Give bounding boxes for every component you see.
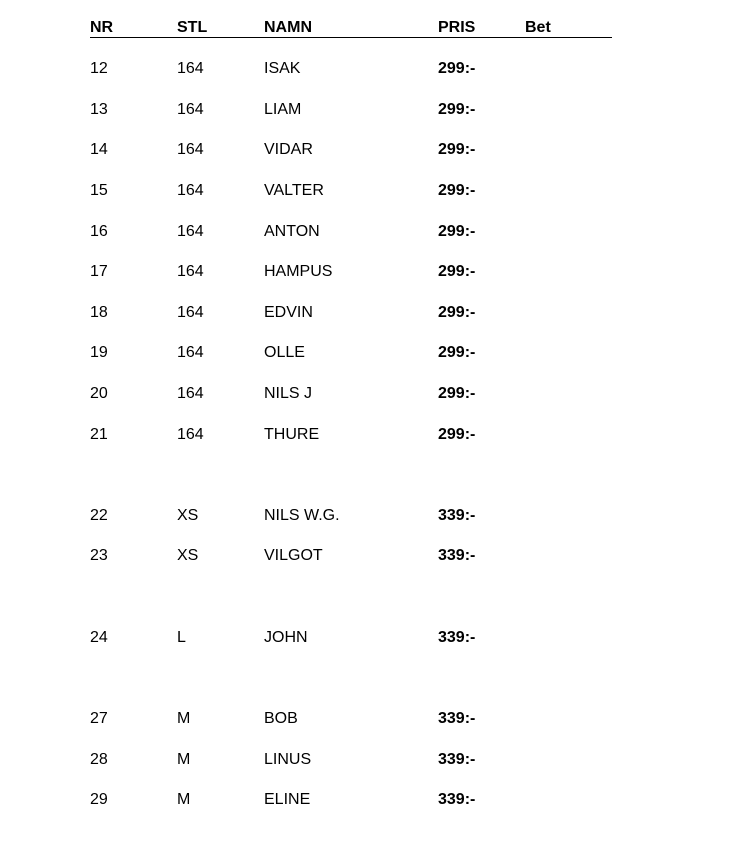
table-row	[90, 546, 612, 566]
cell-namn: VILGOT	[264, 547, 323, 564]
cell-namn: ISAK	[264, 60, 301, 77]
table-row	[90, 181, 612, 201]
cell-stl: 164	[177, 385, 204, 402]
cell-namn: JOHN	[264, 629, 308, 646]
table-row	[90, 140, 612, 160]
table-row	[90, 506, 612, 526]
cell-pris: 299:-	[438, 223, 476, 240]
cell-stl: 164	[177, 304, 204, 321]
cell-namn: ELINE	[264, 791, 311, 808]
cell-namn: VALTER	[264, 182, 324, 199]
cell-stl: M	[177, 751, 191, 768]
cell-stl: XS	[177, 507, 199, 524]
cell-nr: 27	[90, 710, 108, 727]
table-row	[90, 262, 612, 282]
cell-namn: BOB	[264, 710, 298, 727]
table-row	[90, 100, 612, 120]
cell-pris: 299:-	[438, 101, 476, 118]
cell-nr: 14	[90, 141, 108, 158]
cell-namn: LIAM	[264, 101, 302, 118]
cell-nr: 21	[90, 426, 108, 443]
cell-stl: XS	[177, 547, 199, 564]
cell-pris: 339:-	[438, 710, 476, 727]
cell-nr: 19	[90, 344, 108, 361]
header-nr: NR	[90, 19, 114, 36]
cell-nr: 16	[90, 223, 108, 240]
table-row	[90, 709, 612, 729]
cell-namn: THURE	[264, 426, 320, 443]
cell-nr: 15	[90, 182, 108, 199]
table-row	[90, 222, 612, 242]
cell-pris: 299:-	[438, 141, 476, 158]
cell-stl: L	[177, 629, 186, 646]
cell-pris: 299:-	[438, 344, 476, 361]
table-row	[90, 384, 612, 404]
table-row	[90, 628, 612, 648]
cell-namn: ANTON	[264, 223, 320, 240]
cell-namn: LINUS	[264, 751, 312, 768]
cell-pris: 339:-	[438, 547, 476, 564]
cell-pris: 339:-	[438, 791, 476, 808]
table-row	[90, 750, 612, 770]
cell-stl: 164	[177, 263, 204, 280]
cell-nr: 29	[90, 791, 108, 808]
cell-nr: 13	[90, 101, 108, 118]
table-row	[90, 303, 612, 323]
cell-namn: EDVIN	[264, 304, 313, 321]
table-row	[90, 790, 612, 810]
cell-pris: 339:-	[438, 751, 476, 768]
cell-nr: 17	[90, 263, 108, 280]
cell-nr: 28	[90, 751, 108, 768]
cell-stl: M	[177, 710, 191, 727]
table-row	[90, 59, 612, 79]
cell-nr: 12	[90, 60, 108, 77]
cell-namn: NILS J	[264, 385, 313, 402]
cell-namn: NILS W.G.	[264, 507, 340, 524]
cell-pris: 299:-	[438, 60, 476, 77]
cell-pris: 299:-	[438, 263, 476, 280]
cell-pris: 339:-	[438, 629, 476, 646]
cell-namn: HAMPUS	[264, 263, 333, 280]
cell-pris: 299:-	[438, 304, 476, 321]
cell-stl: 164	[177, 223, 204, 240]
cell-stl: 164	[177, 182, 204, 199]
cell-nr: 24	[90, 629, 108, 646]
cell-pris: 299:-	[438, 182, 476, 199]
header-bet: Bet	[525, 19, 551, 36]
header-pris: PRIS	[438, 19, 476, 36]
cell-nr: 22	[90, 507, 108, 524]
table-row	[90, 343, 612, 363]
table-header	[90, 18, 612, 38]
cell-pris: 339:-	[438, 507, 476, 524]
cell-namn: OLLE	[264, 344, 305, 361]
cell-nr: 23	[90, 547, 108, 564]
cell-pris: 299:-	[438, 385, 476, 402]
cell-namn: VIDAR	[264, 141, 313, 158]
cell-stl: 164	[177, 426, 204, 443]
header-stl: STL	[177, 19, 208, 36]
cell-stl: 164	[177, 344, 204, 361]
cell-stl: 164	[177, 101, 204, 118]
cell-pris: 299:-	[438, 426, 476, 443]
cell-stl: 164	[177, 60, 204, 77]
cell-nr: 20	[90, 385, 108, 402]
header-namn: NAMN	[264, 19, 312, 36]
table-row	[90, 425, 612, 445]
cell-stl: 164	[177, 141, 204, 158]
cell-nr: 18	[90, 304, 108, 321]
cell-stl: M	[177, 791, 191, 808]
